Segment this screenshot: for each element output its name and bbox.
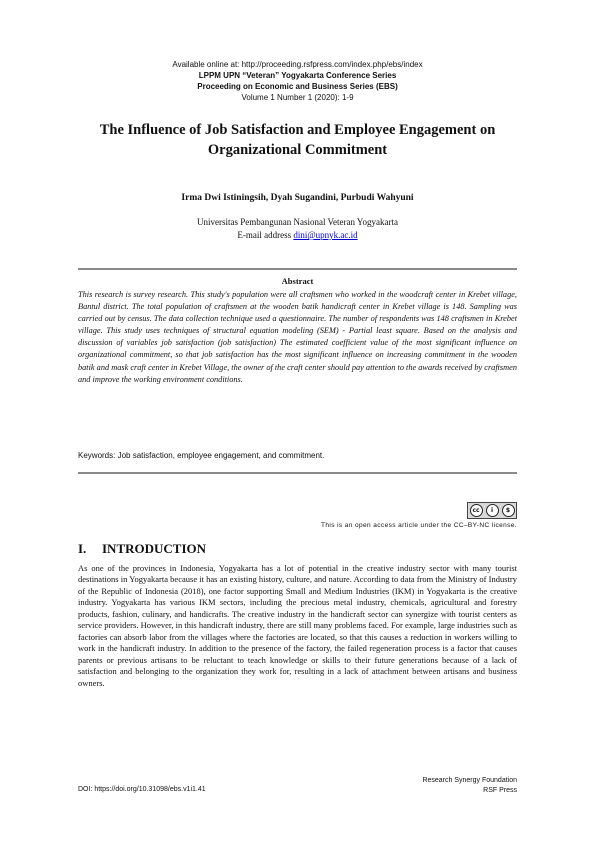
paper-title: The Influence of Job Satisfaction and Employee Engagement on Organizational Commitment — [99, 122, 496, 158]
available-online-line: Available online at: http://proceeding.rsfpress.com/index.php/ebs/index — [172, 60, 423, 69]
conference-series: LPPM UPN “Veteran” Yogyakarta Conference Series — [198, 71, 397, 80]
abstract-heading: Abstract — [281, 276, 314, 286]
section-title: INTRODUCTION — [102, 541, 207, 556]
university-name: Universitas Pembangunan Nasional Veteran Yogyakarta — [196, 217, 399, 227]
section-number: I. — [78, 541, 87, 556]
abstract-top-rule — [78, 268, 517, 270]
section-heading — [78, 541, 206, 557]
press-name: RSF Press — [483, 787, 517, 794]
email-label: E-mail address — [237, 230, 292, 240]
abstract-text: This research is survey research. This study's population were all craftsmen who worked in the woodcraft center in Krebet village, Bantul district. The total population of craftsmen at the wooden batik handicraft center in Krebet village is 148. Sampling was carried out by census. The data collection technique used a questionnaire. The number of respondents was 148 craftsmen in Krebet village. This study uses techniques of structural equation modeling (SEM) - Partial least square. Based on the analysis and discussion of variables job satisfaction (job satisfaction) The estimated coefficient value of the most significant influence on organizational commitment, so that job satisfaction has the most significant influence on increasing commitment in the wooden batik and mask craft center in Krebet Village, the owner of the craft center should pay attention to the awards received by craftsmen and improve the working environment conditions. — [78, 290, 517, 384]
introduction-text: As one of the provinces in Indonesia, Yogyakarta has a lot of potential in the creative industry sector with many tourist destinations in Yogyakarta because it has an existing history, culture, and nature. According to data from the Ministry of Industry of the Republic of Indonesia (2018), one factor supporting Small and Medium Industries (IKM) in Yogyakarta is the creative industry. Yogyakarta has various IKM sectors, including the precious metal industry, chemicals, agricultural and forestry products, fashion, culinary, and handicrafts. The creative industry in the handicraft sector can synergize with tourist centers as service providers. However, in this handicraft industry, there are still many problems faced. For example, large industries such as factories can absorb labor from the villages where the factories are located, so that this causes a reduction in workers willing to work in the handicraft industry. In addition to the presence of the factory, the failed regeneration process is a factor that causes parents or previous artisans to be reluctant to teach knowledge or skills to their future generations because of a lack of satisfaction and belonging to the organization they work for, resulting in a lack of attachment between artisans and business owners. — [78, 563, 517, 688]
doi-link[interactable]: DOI: https://doi.org/10.31098/ebs.v1i1.41 — [78, 786, 206, 793]
affiliation-block — [0, 216, 595, 242]
cc-license-badge[interactable] — [467, 502, 517, 519]
email-line — [0, 229, 595, 242]
nc-dollar-icon: $ — [502, 504, 515, 517]
author-list: Irma Dwi Istiningsih, Dyah Sugandini, Purbudi Wahyuni — [181, 193, 414, 203]
publisher-name: Research Synergy Foundation — [422, 777, 517, 784]
footer-publisher-block — [300, 776, 517, 796]
license-text: This is an open access article under the CC–BY-NC license. — [320, 522, 517, 529]
cc-icon: cc — [470, 504, 483, 517]
abstract-bottom-rule — [78, 472, 517, 474]
volume-info: Volume 1 Number 1 (2020): 1-9 — [241, 93, 354, 102]
keywords: Keywords: Job satisfaction, employee engagement, and commitment. — [78, 451, 325, 460]
email-link[interactable]: dini@upnyk.ac.id — [293, 230, 358, 240]
proceeding-name: Proceeding on Economic and Business Series (EBS) — [197, 82, 398, 91]
journal-header — [0, 59, 595, 103]
by-person-icon: i — [486, 504, 499, 517]
